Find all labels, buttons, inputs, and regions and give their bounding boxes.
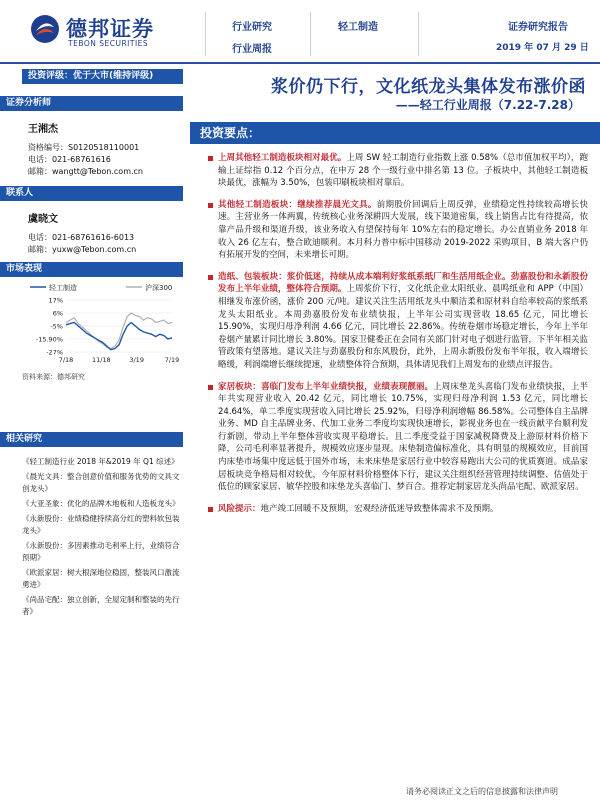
- contact-email[interactable]: 邮箱：yuxw@Tebon.com.cn: [28, 245, 137, 254]
- key-points-heading: 投资要点：: [190, 122, 600, 144]
- related-heading: 相关研究: [0, 432, 183, 447]
- x-tick-label: 7/18: [58, 356, 74, 364]
- report-series: 证券研究报告: [508, 22, 568, 33]
- key-point-bullet: [208, 271, 588, 372]
- report-subtitle: ——轻工行业周报（7.22-7.28）: [395, 98, 580, 112]
- y-tick-label: -15.90%: [35, 335, 63, 344]
- legend-label-industry: 轻工制造: [49, 284, 77, 292]
- analyst-email[interactable]: 邮箱：wangtt@Tebon.com.cn: [28, 167, 143, 176]
- header-divider: [205, 12, 206, 56]
- analyst-name: 王湘杰: [28, 124, 58, 135]
- y-tick-label: 6%: [52, 309, 63, 318]
- key-point-lead: 风险提示：: [218, 503, 261, 514]
- analyst-phone: 电话：021-68761616: [28, 155, 111, 164]
- related-report-item[interactable]: 《轻工制造行业 2018 年&2019 年 Q1 综述》: [22, 457, 179, 466]
- contact-phone: 电话：021-68761616-6013: [28, 233, 135, 242]
- x-tick-label: 3/19: [129, 356, 144, 364]
- key-point-text: 前期股价回调后上周反弹，业绩稳定性持续较高增长快速。主营业务一体两翼，传统核心业务深耕四大发展，线下渠道密集，线上销售占比有待提高，依靠产品升级和渠道升级，该业务收入有望保持每年 10%左右的稳定增长。办公直销业务 2018 年收入 26 亿左右，整合欧迪顺利。本月科力普中标中国移动 2019-2022 采购项目，B 端大客户仍有拓展开发的空间，未来增长可期。: [218, 199, 588, 261]
- key-point-lead: 其他轻工制造板块：继续推荐晨光文具。: [218, 199, 377, 210]
- x-tick-label: 11/18: [91, 356, 111, 364]
- industry-name: 轻工制造: [338, 22, 378, 33]
- related-report-item[interactable]: 《尚品宅配：独立创新，全屋定制和整装的先行者》: [22, 595, 180, 616]
- main-content: [190, 66, 600, 786]
- header-divider: [310, 12, 311, 56]
- y-tick-label: 17%: [48, 296, 63, 305]
- key-point-text: 地产竣工回暖不及预期，宏观经济低迷导致整体需求不及预期。: [260, 503, 499, 514]
- disclaimer-footer: 请务必阅读正文之后的信息披露和法律声明: [406, 787, 558, 796]
- analysts-heading: 证券分析师: [0, 96, 183, 111]
- key-point-text: 上周 SW 轻工制造行业指数上涨 0.58%（总市值加权平均），跑输上证综指 0.12 个百分点，在申万 28 个一级行业中排名第 13 位。子板块中，其他轻工制造板块最优，涨幅为 3.50%，包装印刷板块相对靠后。: [218, 153, 588, 189]
- related-report-item[interactable]: 《永新股份：多因素推动毛利率上行，业绩符合预期》: [22, 541, 180, 562]
- investment-rating: 投资评级：优于大市(维持评级): [22, 69, 183, 84]
- key-point-text: 上周床垫龙头喜临门发布业绩快报，上半年共实现营业收入 20.42 亿元，同比增长 10.75%，实现归母净利润 1.53 亿元，同比增长 24.64%，单二季度实现营收入同比增长 25.92%，归母净利润增幅 86.58%。公司整体自主品牌业务、MD 自主品牌业务、代加工业务二季度均实现快速增长，影视业务也在一线贡献平台顺利发行新剧，带动上半年整体营收实现平稳增长。且二季度受益于国家减税降费及上游原材料价格下降，公司毛利率显著提升，规模效应逐步显现。床垫制造偏标准化，具有明显的规模效应，目前国内床垫市场集中度远低于国外市场，未来床垫是家居行业中较容易跑出大公司的优质赛道。成品家居板块竞争格局相对较优，今年原材料价格整体下行，建议关注组织经营管理持续调整、估值处于低位的顾家家居、敏华控股和床垫龙头喜临门、梦百合。推荐定制家居龙头尚品宅配、欧派家居。: [218, 381, 588, 493]
- report-title: 浆价仍下行，文化纸龙头集体发布涨价函: [271, 77, 586, 97]
- related-list: [22, 456, 183, 621]
- market-performance-chart: [22, 282, 183, 367]
- market-heading: 市场表现: [0, 262, 183, 277]
- key-point-bullet: [208, 199, 588, 262]
- key-point-bullet: [208, 152, 588, 190]
- header-divider: [418, 12, 419, 56]
- y-tick-label: -5%: [50, 322, 63, 331]
- key-point-bullet: [208, 503, 588, 516]
- x-tick-label: 7/19: [164, 356, 180, 364]
- logo-chinese: 德邦证券: [66, 17, 154, 41]
- analyst-cert: 资格编号：S0120518110001: [28, 143, 140, 152]
- key-point-lead: 上周其他轻工制造板块相对最优。: [218, 153, 347, 163]
- related-report-item[interactable]: 《永新股份：业绩稳健持续高分红的塑料软包装龙头》: [22, 514, 180, 535]
- contact-heading: 联系人: [0, 186, 183, 201]
- tebon-logo-icon: [30, 14, 60, 44]
- logo-english: TEBON SECURITIES: [68, 39, 149, 48]
- chart-source: 资料来源：德邦研究: [22, 373, 85, 381]
- report-type: 行业研究: [232, 22, 272, 33]
- sidebar: [0, 66, 183, 786]
- report-date: 2019 年 07 月 29 日: [496, 43, 589, 53]
- related-report-item[interactable]: 《欧派家居：树大根深地位稳固，整装风口激流勇进》: [22, 568, 180, 589]
- legend-label-index: 沪深300: [145, 284, 173, 292]
- related-report-item[interactable]: 《大亚圣象：优化的品牌木地板和人造板龙头》: [22, 499, 180, 508]
- key-point-bullet: [208, 381, 588, 494]
- key-points-body: [208, 152, 588, 524]
- related-report-item[interactable]: 《晨光文具：整合创意价值和服务优势的文具文创龙头》: [22, 472, 180, 493]
- contact-block: [28, 204, 136, 256]
- y-tick-label: -27%: [46, 348, 63, 357]
- report-subtype: 行业周报: [232, 44, 272, 55]
- report-header: [0, 0, 600, 66]
- contact-name: 虞晓文: [28, 214, 58, 225]
- key-point-lead: 造纸、包装板块：浆价低迷，持续从成本端利好浆纸系纸厂和生活用纸企业。劲嘉股份和永新股份发布上半年业绩，整体符合预期。: [218, 271, 588, 295]
- header-rule: [0, 62, 600, 64]
- analyst-block: [28, 124, 143, 178]
- key-point-lead: 家居板块：喜临门发布上半年业绩快报，业绩表现靓丽。: [218, 381, 434, 392]
- key-point-text: 上周浆价下行，文化纸企业太阳纸业、晨鸣纸业和 APP（中国）相继发布涨价函，涨价 200 元/吨。建议关注生活用纸龙头中顺洁柔和原材料自给率较高的浆纸系龙头太阳纸业。本周劲嘉股份发布业绩快报，上半年公司实现营收 18.65 亿元，同比增长 15.90%，实现归母净利润 4.66 亿元，同比增长 22.86%。传统卷烟市场稳定增长，今年上半年卷烟产量累计同比增长 3.80%。国家卫健委正在会同有关部门针对电子烟进行监管，下半年相关监管政策有望落地。建议关注与劲嘉股份和东风股份，此外，上周永新股份发布半年报，收入端增长略缓，利润端增长继续提速，业绩整体符合预期，具体请见我们上周发布的业绩点评报告。: [218, 284, 588, 370]
